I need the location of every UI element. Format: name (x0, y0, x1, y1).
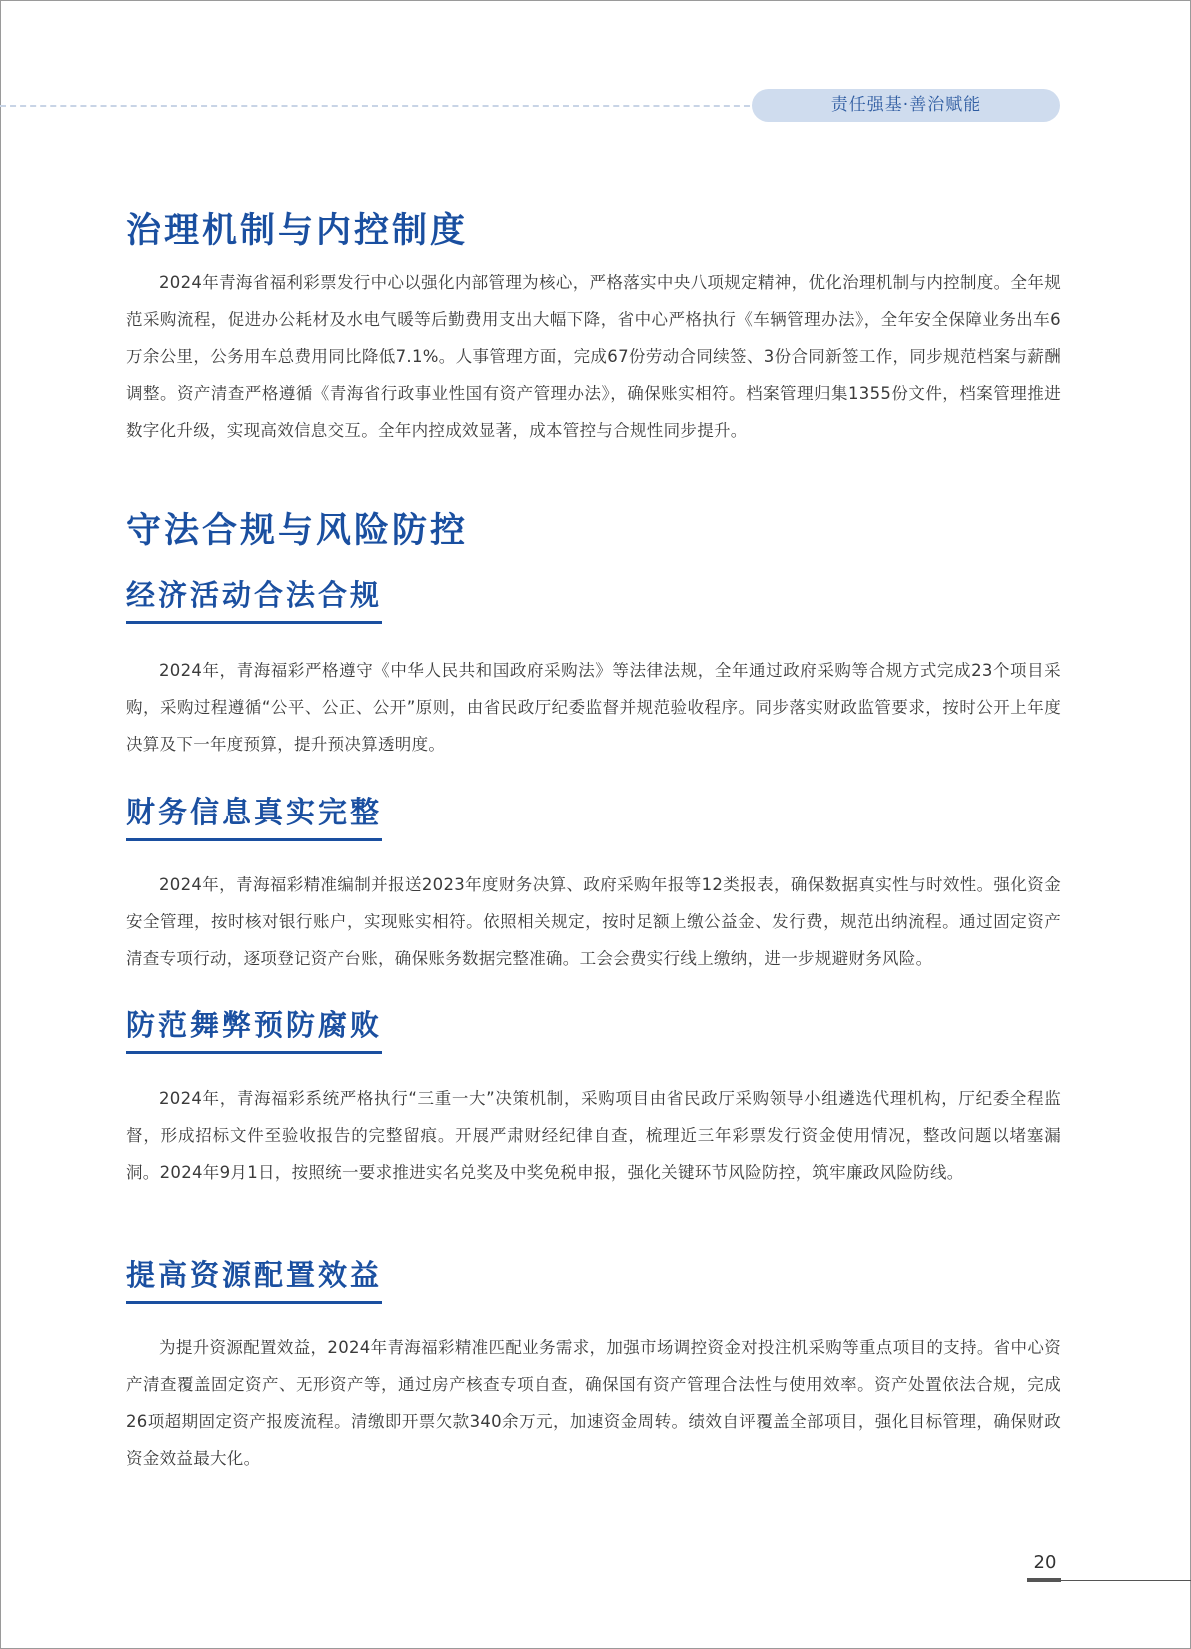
subsection-paragraph-financial-info: 2024年，青海福彩精准编制并报送2023年度财务决算、政府采购年报等12类报表，确保数据真实性与时效性。强化资金安全管理，按时核对银行账户，实现账实相符。依照相关规定，按时足额上缴公益金、发行费，规范出纳流程。通过固定资产清查专项行动，逐项登记资产台账，确保账务数据完整准确。工会会费实行线上缴纳，进一步规避财务风险。 (126, 875, 1061, 968)
section-paragraph-governance: 2024年青海省福利彩票发行中心以强化内部管理为核心，严格落实中央八项规定精神，优化治理机制与内控制度。全年规范采购流程，促进办公耗材及水电气暖等后勤费用支出大幅下降，省中心严格执行《车辆管理办法》，全年安全保障业务出车6万余公里，公务用车总费用同比降低7.1%。人事管理方面，完成67份劳动合同续签、3份合同新签工作，同步规范档案与薪酬调整。资产清查严格遵循《青海省行政事业性国有资产管理办法》，确保账实相符。档案管理归集1355份文件，档案管理推进数字化升级，实现高效信息交互。全年内控成效显著，成本管控与合规性同步提升。 (126, 273, 1061, 440)
subsection-title-anti-corruption: 防范舞弊预防腐败 (126, 1003, 382, 1054)
header-dashed-rule (0, 105, 760, 107)
section-title-compliance: 守法合规与风险防控 (126, 511, 469, 551)
section-title-governance: 治理机制与内控制度 (126, 211, 469, 251)
subsection-title-resource-efficiency: 提高资源配置效益 (126, 1253, 382, 1304)
page-number: 20 (1033, 1552, 1057, 1573)
subsection-paragraph-anti-corruption: 2024年，青海福彩系统严格执行“三重一大”决策机制，采购项目由省民政厅采购领导小组遴选代理机构，厅纪委全程监督，形成招标文件至验收报告的完整留痕。开展严肃财经纪律自查，梳理近三年彩票发行资金使用情况，整改问题以堵塞漏洞。2024年9月1日，按照统一要求推进实名兑奖及中奖免税申报，强化关键环节风险防控，筑牢廉政风险防线。 (126, 1089, 1061, 1182)
header-tagline: 责任强基·善治赋能 (752, 89, 1060, 122)
subsection-paragraph-resource-efficiency: 为提升资源配置效益，2024年青海福彩精准匹配业务需求，加强市场调控资金对投注机采购等重点项目的支持。省中心资产清查覆盖固定资产、无形资产等，通过房产核查专项自查，确保国有资产管理合法性与使用效率。资产处置依法合规，完成26项超期固定资产报废流程。清缴即开票欠款340余万元，加速资金周转。绩效自评覆盖全部项目，强化目标管理，确保财政资金效益最大化。 (126, 1338, 1061, 1468)
page-number-underline (1027, 1578, 1061, 1582)
footer-rule (1061, 1580, 1191, 1581)
subsection-paragraph-legal-economic: 2024年，青海福彩严格遵守《中华人民共和国政府采购法》等法律法规，全年通过政府采购等合规方式完成23个项目采购，采购过程遵循“公平、公正、公开”原则，由省民政厅纪委监督并规范验收程序。同步落实财政监管要求，按时公开上年度决算及下一年度预算，提升预决算透明度。 (126, 661, 1061, 754)
subsection-title-financial-info: 财务信息真实完整 (126, 790, 382, 841)
subsection-title-legal-economic: 经济活动合法合规 (126, 573, 382, 624)
